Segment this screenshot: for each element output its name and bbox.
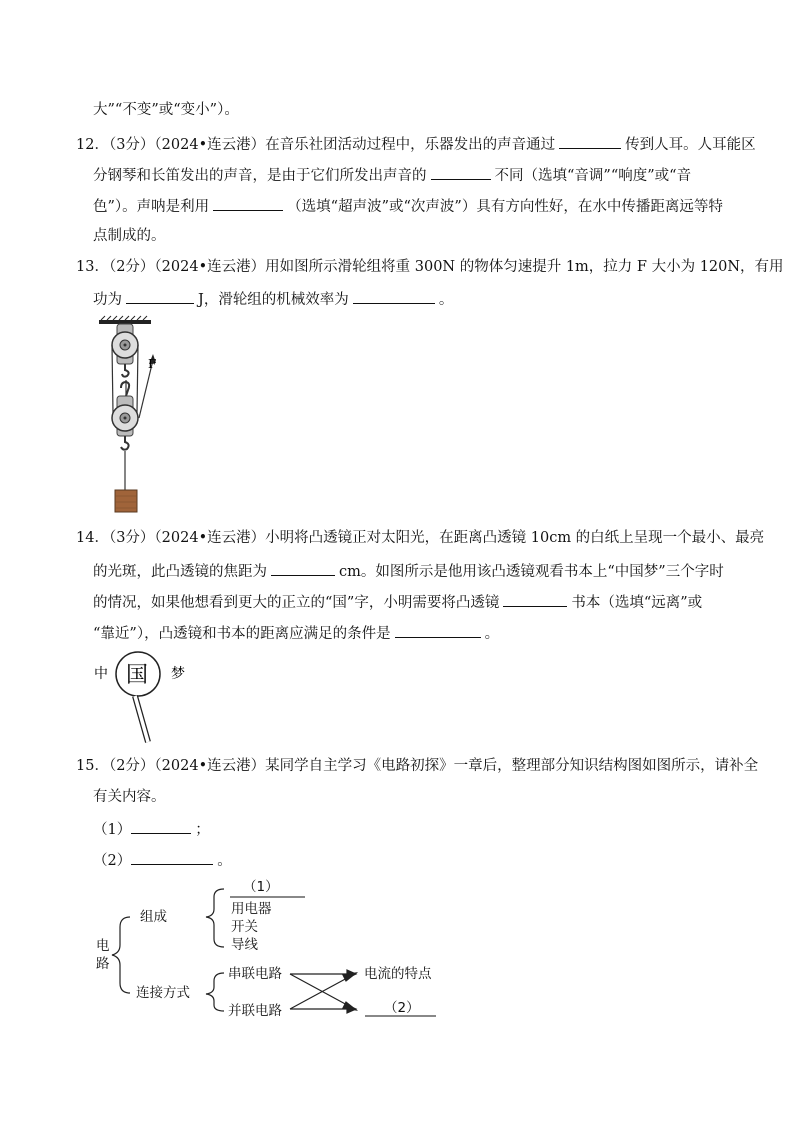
ceiling: [99, 320, 151, 324]
q14-blank-1[interactable]: [271, 560, 335, 576]
parallel-circuit: 并联电路: [228, 1003, 282, 1019]
q11-tail: 大”“不变”或“变小”）。: [93, 102, 239, 118]
item-wire: 导线: [231, 937, 258, 953]
ceiling-hatch: [101, 316, 147, 320]
q15-sub2: （2） 。: [93, 849, 232, 871]
series-circuit: 串联电路: [228, 966, 282, 982]
pulley-figure: [95, 318, 185, 518]
q12-line1: 12．（3分）（2024•连云港）在音乐社团活动过程中，乐器发出的声音通过 传到人耳。人耳能区: [76, 133, 756, 155]
magnifier-figure: [90, 648, 210, 748]
fixed-pulley: [112, 324, 138, 364]
char-meng: 梦: [171, 666, 185, 682]
branch-connection: 连接方式: [136, 985, 190, 1001]
root-char-2: 路: [96, 956, 110, 972]
branch-composition: 组成: [140, 909, 167, 925]
char-guo: 国: [126, 663, 149, 688]
q12-blank-1[interactable]: [559, 133, 621, 149]
q12-line4: 点制成的。: [93, 228, 166, 244]
root-char-1: 电: [96, 938, 110, 954]
q12-blank-3[interactable]: [213, 195, 283, 211]
q14-blank-3[interactable]: [395, 622, 481, 638]
movable-hook-bottom: [121, 436, 129, 450]
q15-line2: 有关内容。: [93, 789, 166, 805]
blank-label-2: （2）: [384, 1000, 420, 1016]
q12-blank-2[interactable]: [431, 164, 491, 180]
force-label: F: [148, 357, 157, 371]
q12-line2: 分钢琴和长笛发出的声音，是由于它们所发出声音的 不同（选填“音调”“响度”或“音: [93, 164, 691, 186]
weight-block: [115, 490, 137, 512]
lens-handle: [135, 696, 148, 742]
q15-line1: 15．（2分）（2024•连云港）某同学自主学习《电路初探》一章后，整理部分知识结构图如图所示，请补全: [76, 758, 759, 774]
q15-sub1: （1） ；: [93, 818, 210, 840]
q14-line4: “靠近”），凸透镜和书本的距离应满足的条件是 。: [93, 622, 499, 644]
q13-line2: 功为 J，滑轮组的机械效率为 。: [93, 288, 453, 310]
current-feature: 电流的特点: [364, 966, 432, 982]
item-switch: 开关: [231, 919, 258, 935]
q13-blank-1[interactable]: [126, 288, 194, 304]
char-zhong: 中: [94, 666, 108, 682]
movable-hook-top: [121, 382, 129, 396]
q15-blank-2[interactable]: [131, 849, 213, 865]
q14-line1: 14．（3分）（2024•连云港）小明将凸透镜正对太阳光，在距离凸透镜 10cm 的白纸上呈现一个最小、最亮: [76, 530, 765, 546]
q15-blank-1[interactable]: [131, 818, 191, 834]
q14-blank-2[interactable]: [503, 591, 567, 607]
fixed-hook: [122, 364, 129, 377]
arrows: [290, 970, 356, 1013]
q13-line1: 13．（2分）（2024•连云港）用如图所示滑轮组将重 300N 的物体匀速提升 1m，拉力 F 大小为 120N，有用: [76, 259, 784, 275]
circuit-knowledge-diagram: [90, 875, 450, 1025]
q14-line3: 的情况，如果他想看到更大的正立的“国”字，小明需要将凸透镜 书本（选填“远离”或: [93, 591, 702, 613]
movable-pulley: [112, 396, 138, 436]
q12-line3: 色”）。声呐是利用 （选填“超声波”或“次声波”）具有方向性好，在水中传播距离远等特: [93, 195, 723, 217]
blank-label-1: （1）: [243, 879, 279, 895]
item-device: 用电器: [231, 901, 272, 917]
q14-line2: 的光斑，此凸透镜的焦距为 cm。如图所示是他用该凸透镜观看书本上“中国梦”三个字时: [93, 560, 724, 582]
q13-blank-2[interactable]: [353, 288, 435, 304]
